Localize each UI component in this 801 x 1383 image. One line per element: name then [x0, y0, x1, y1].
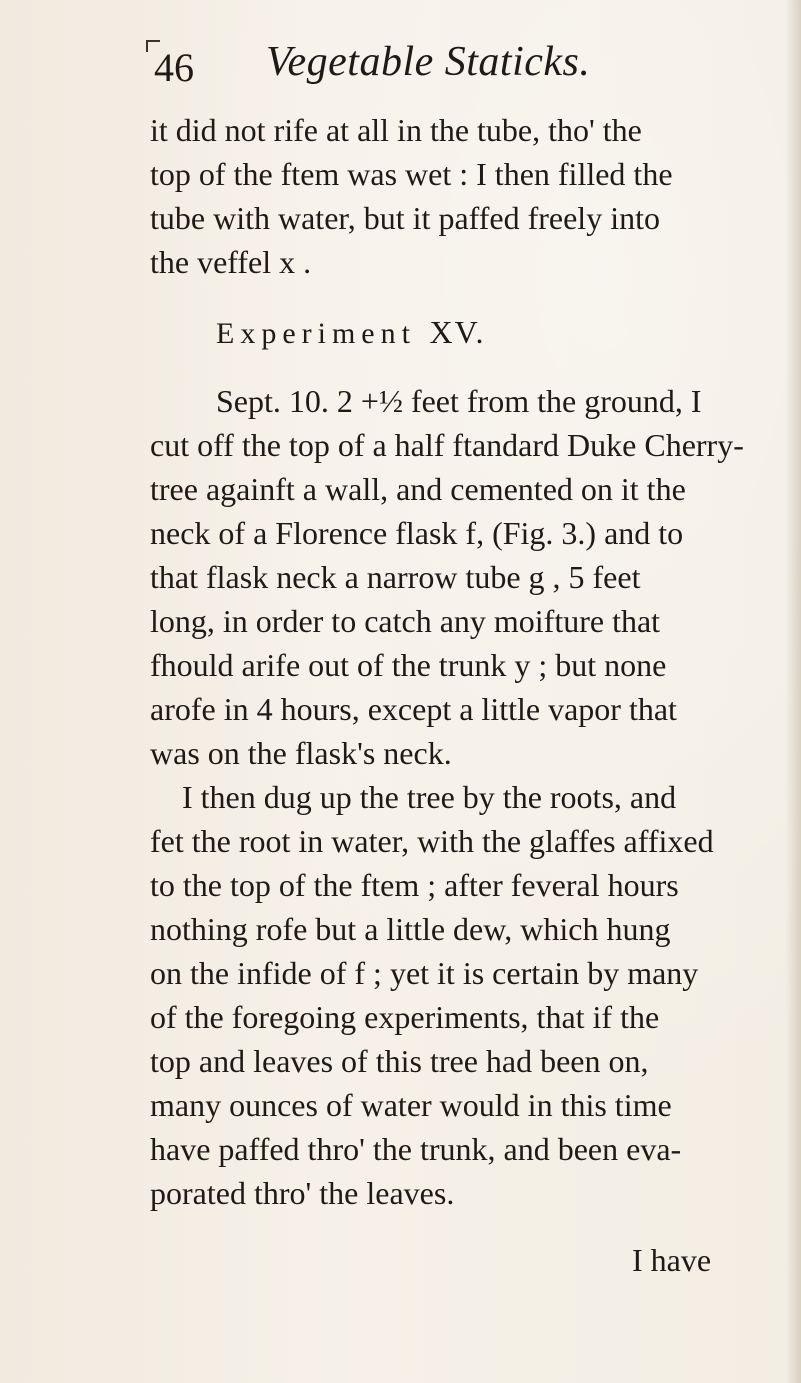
text-line: of the foregoing experiments, that if the [150, 999, 660, 1035]
text-line: was on the flask's neck. [150, 735, 452, 771]
text-line: top and leaves of this tree had been on, [150, 1043, 649, 1079]
text-line: porated thro' the leaves. [150, 1175, 455, 1211]
text-line: to the top of the ftem ; after feveral hours [150, 867, 679, 903]
text-line: arofe in 4 hours, except a little vapor that [150, 691, 677, 727]
text-line: have paffed thro' the trunk, and been eva- [150, 1131, 682, 1167]
text-line: fhould arife out of the trunk y ; but none [150, 647, 667, 683]
catchword: I have [632, 1242, 712, 1278]
text-line: neck of a Florence flask f, (Fig. 3.) and to [150, 515, 684, 551]
text-line: many ounces of water would in this time [150, 1087, 672, 1123]
text-line: it did not rife at all in the tube, tho' the [150, 112, 642, 148]
text-line: the veffel x . [150, 244, 312, 280]
text-block [150, 108, 760, 1215]
heading-word: Experiment [216, 317, 416, 350]
heading-numeral: XV. [429, 314, 486, 350]
text-line: on the infide of f ; yet it is certain by many [150, 955, 699, 991]
paragraph-2 [150, 379, 760, 775]
page-header [150, 38, 710, 94]
text-line: tree againft a wall, and cemented on it the [150, 471, 686, 507]
text-line: long, in order to catch any moifture that [150, 603, 661, 639]
paragraph-3 [150, 775, 760, 1215]
page-number: 46 [154, 45, 194, 90]
text-line: fet the root in water, with the glaffes affixed [150, 823, 714, 859]
page-edge-shadow [785, 0, 801, 1383]
section-heading [150, 314, 760, 351]
text-line: Sept. 10. 2 +½ feet from the ground, I [216, 383, 702, 419]
text-line: that flask neck a narrow tube g , 5 feet [150, 559, 641, 595]
running-head: Vegetable Staticks. [266, 39, 591, 85]
text-line: I then dug up the tree by the roots, and [182, 779, 677, 815]
paragraph-1 [150, 108, 760, 284]
text-line: top of the ftem was wet : I then filled the [150, 156, 673, 192]
text-line: tube with water, but it paffed freely into [150, 200, 660, 236]
text-line: cut off the top of a half ftandard Duke Cherry- [150, 427, 744, 463]
text-line: nothing rofe but a little dew, which hung [150, 911, 671, 947]
